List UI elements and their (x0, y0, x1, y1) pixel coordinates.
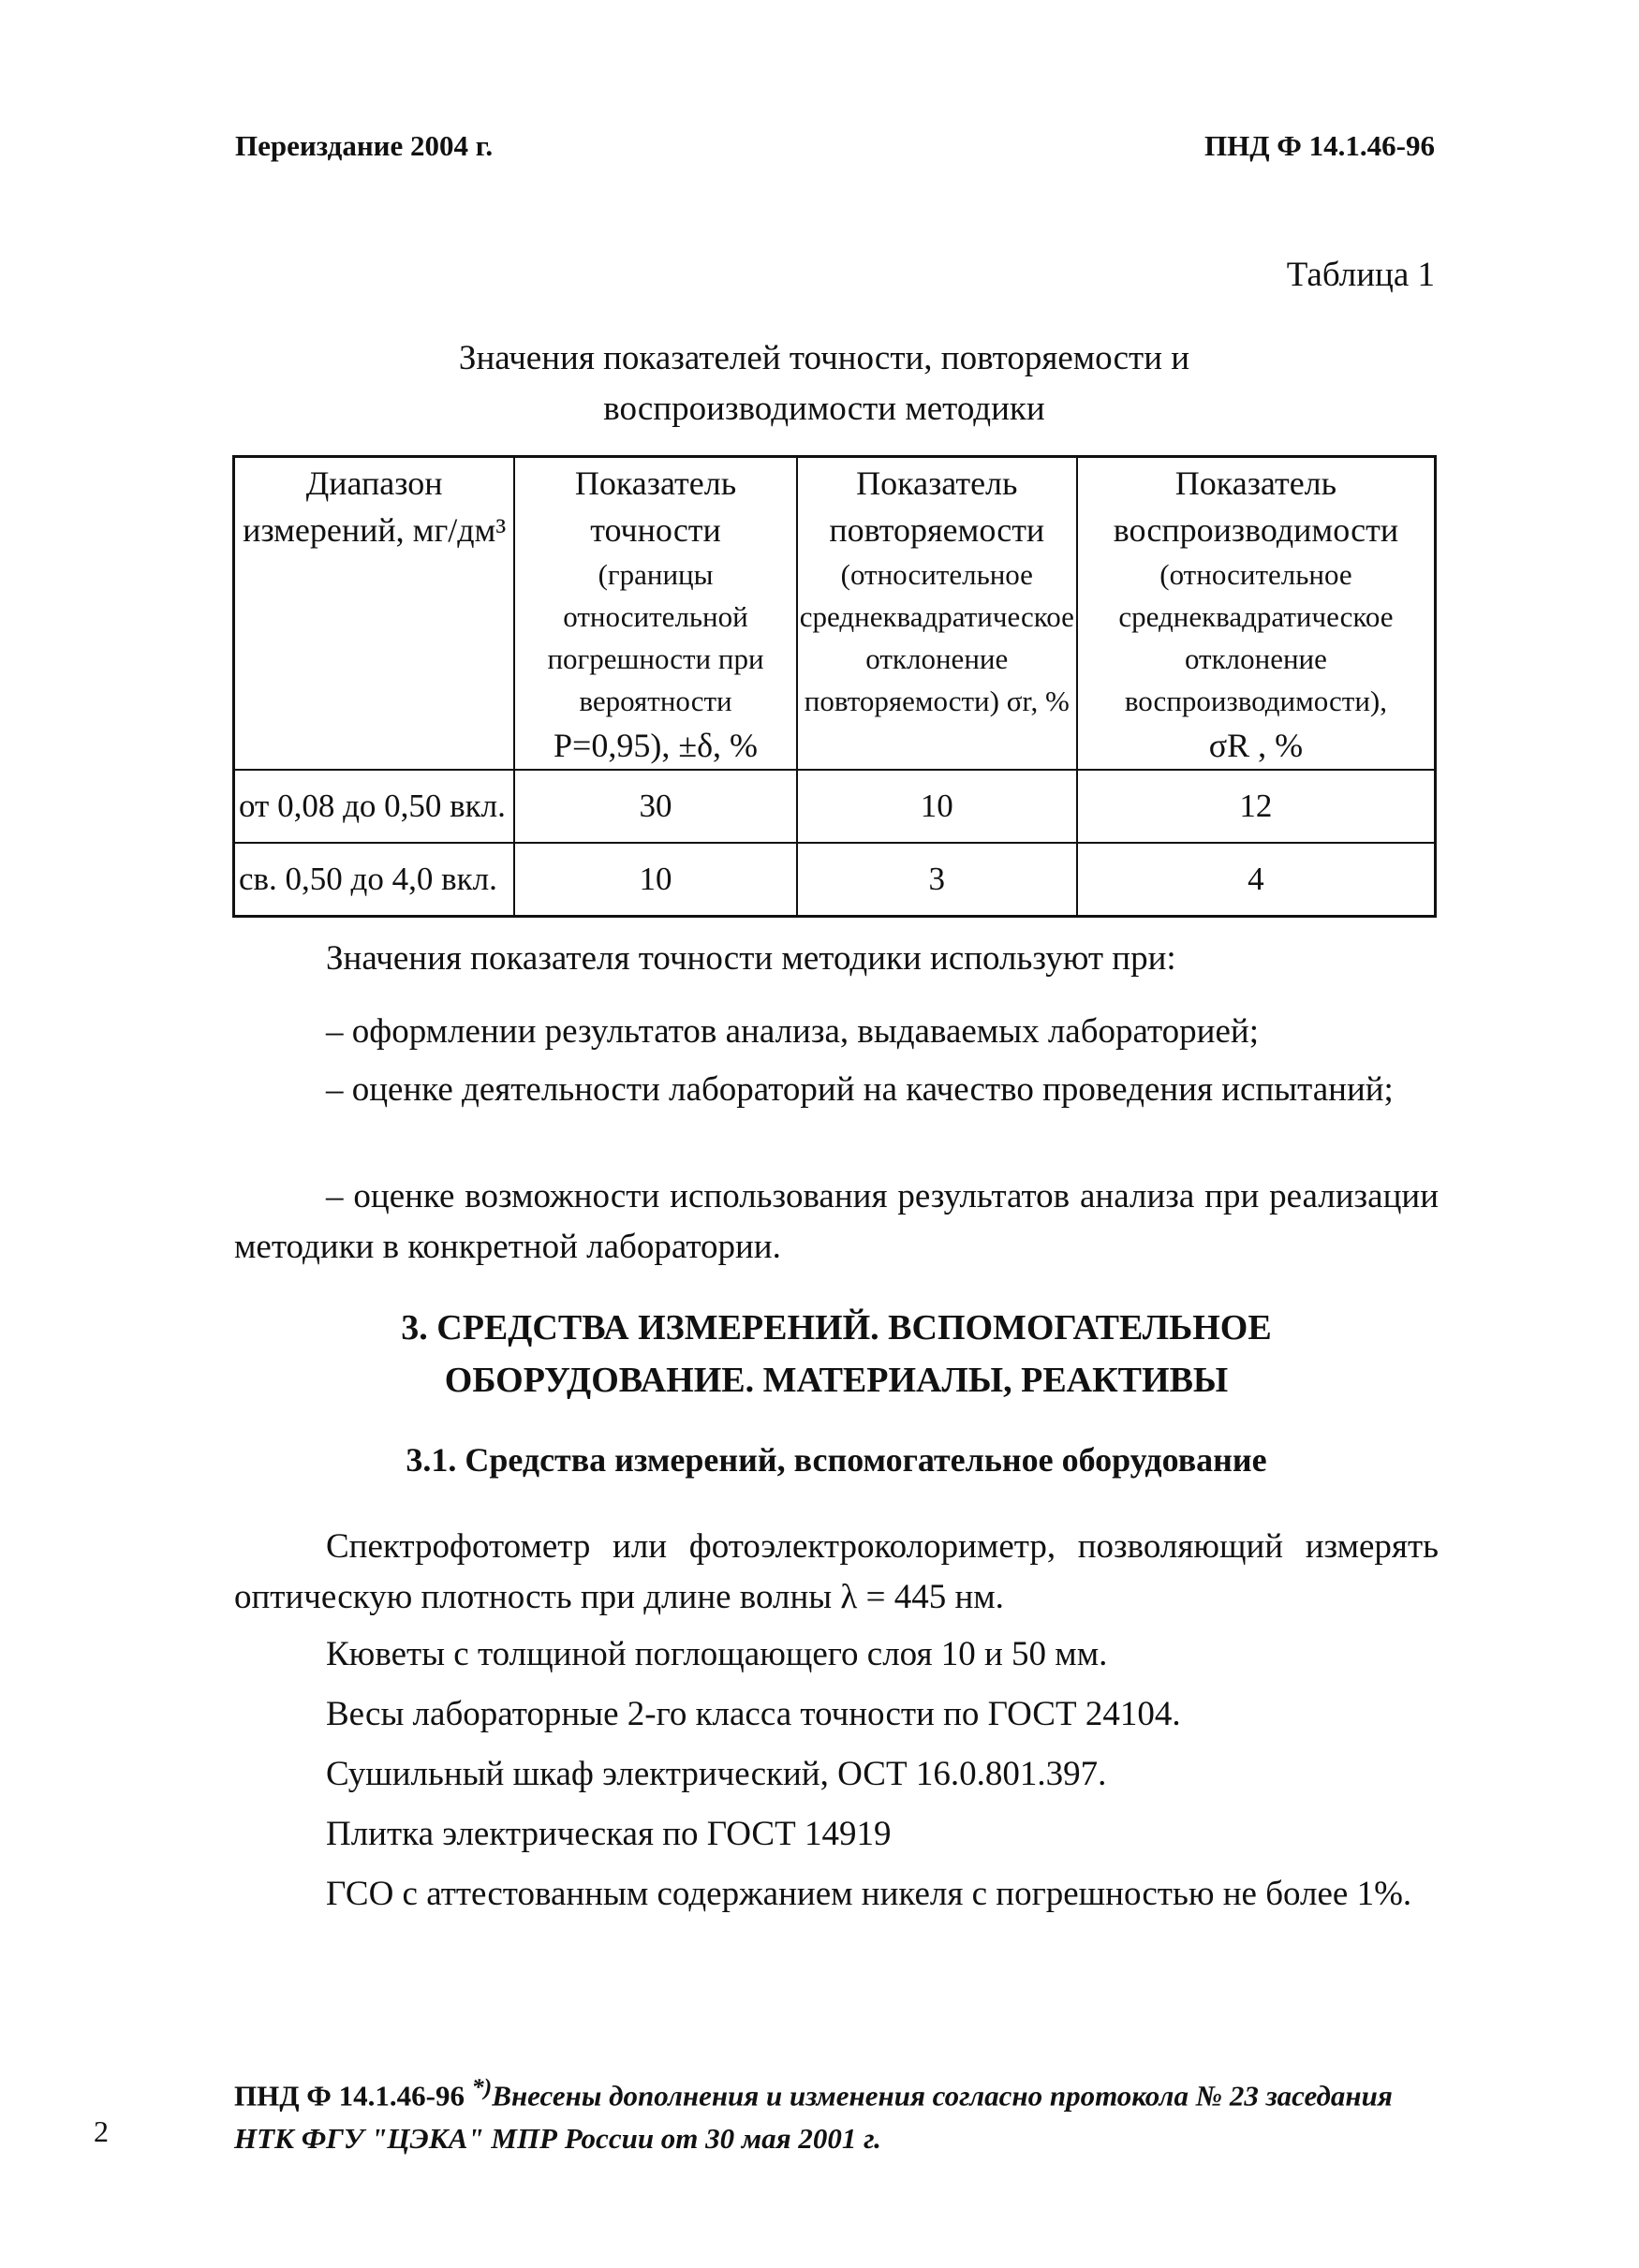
equipment-item (234, 1522, 1439, 1623)
footnote-mark: *) (471, 2073, 493, 2100)
table-row (234, 770, 1436, 843)
table-cell-range: св. 0,50 до 4,0 вкл. (234, 843, 515, 917)
page-number: 2 (94, 2114, 109, 2148)
equipment-item (234, 1689, 1439, 1740)
header-range-label: Диапазон измерений, мг/дм³ (243, 464, 507, 549)
table-cell-reproducibility: 4 (1077, 843, 1436, 917)
paragraph-text: Значения показателя точности методики используют при: (326, 939, 1176, 978)
header-repeatability-label: Показатель повторяемости (829, 464, 1045, 549)
header-cell-accuracy (514, 457, 796, 771)
equipment-text: Спектрофотометр или фотоэлектроколориметр, позволяющий измерять оптическую плотность при длине волны λ = 445 нм. (234, 1527, 1439, 1616)
subsection-title: 3.1. Средства измерений, вспомогательное оборудование (406, 1441, 1267, 1479)
section-title-line1: 3. СРЕДСТВА ИЗМЕРЕНИЙ. ВСПОМОГАТЕЛЬНОЕ (401, 1308, 1272, 1348)
table-caption (393, 333, 1255, 434)
paragraph (234, 1171, 1439, 1273)
equipment-item (234, 1869, 1439, 1920)
paragraph (234, 934, 1439, 984)
table-cell-accuracy: 30 (514, 770, 796, 843)
equipment-text: ГСО с аттестованным содержанием никеля с погрешностью не более 1%. (326, 1875, 1412, 1913)
header-cell-reproducibility (1077, 457, 1436, 771)
equipment-text: Кюветы с толщиной поглощающего слоя 10 и 50 мм. (326, 1635, 1108, 1673)
header-edition: Переиздание 2004 г. (235, 129, 494, 162)
equipment-item (234, 1629, 1439, 1680)
header-cell-range (234, 457, 515, 771)
paragraph-text: – оценке деятельности лабораторий на качество проведения испытаний; (326, 1070, 1394, 1109)
section-title-line2: ОБОРУДОВАНИЕ. МАТЕРИАЛЫ, РЕАКТИВЫ (444, 1361, 1229, 1400)
table-caption-line2: воспроизводимости методики (603, 390, 1045, 428)
header-accuracy-unit: Р=0,95), ±δ, % (554, 727, 759, 764)
table-cell-accuracy: 10 (514, 843, 796, 917)
equipment-item (234, 1809, 1439, 1860)
footnote (234, 2066, 1439, 2160)
header-repeatability-note: (относительное среднеквадратическое отклонение повторяемости) σr, % (799, 558, 1074, 717)
header-accuracy-note: (границы относительной погрешности при вероятности (547, 558, 764, 717)
table-cell-repeatability: 3 (797, 843, 1077, 917)
paragraph (234, 1007, 1439, 1057)
header-cell-repeatability (797, 457, 1077, 771)
footnote-text: Внесены дополнения и изменения согласно протокола № 23 заседания НТК ФГУ "ЦЭКА" МПР России от 30 мая 2001 г. (234, 2079, 1393, 2156)
equipment-text: Сушильный шкаф электрический, ОСТ 16.0.801.397. (326, 1755, 1107, 1793)
equipment-text: Весы лабораторные 2-го класса точности по ГОСТ 24104. (326, 1695, 1181, 1733)
header-reproducibility-label: Показатель воспроизводимости (1113, 464, 1399, 549)
table-cell-range: от 0,08 до 0,50 вкл. (234, 770, 515, 843)
accuracy-table (232, 455, 1437, 918)
equipment-text: Плитка электрическая по ГОСТ 14919 (326, 1815, 892, 1853)
table-row (234, 843, 1436, 917)
equipment-item (234, 1749, 1439, 1800)
table-header-row (234, 457, 1436, 771)
header-doc-code: ПНД Ф 14.1.46-96 (1203, 129, 1435, 162)
section-title (234, 1302, 1439, 1406)
table-caption-line1: Значения показателей точности, повторяемости и (458, 339, 1190, 377)
header-accuracy-label: Показатель точности (574, 464, 737, 549)
table-label: Таблица 1 (1286, 256, 1435, 294)
header-reproducibility-unit: σR , % (1208, 727, 1304, 764)
paragraph-text: – оценке возможности использования результатов анализа при реализации методики в конкретной лаборатории. (234, 1177, 1439, 1266)
header-reproducibility-note: (относительное среднеквадратическое отклонение воспроизводимости), (1118, 558, 1394, 717)
footnote-code: ПНД Ф 14.1.46-96 (234, 2079, 465, 2113)
table-cell-repeatability: 10 (797, 770, 1077, 843)
table-cell-reproducibility: 12 (1077, 770, 1436, 843)
paragraph (234, 1065, 1439, 1115)
paragraph-text: – оформлении результатов анализа, выдаваемых лабораторией; (326, 1012, 1259, 1051)
